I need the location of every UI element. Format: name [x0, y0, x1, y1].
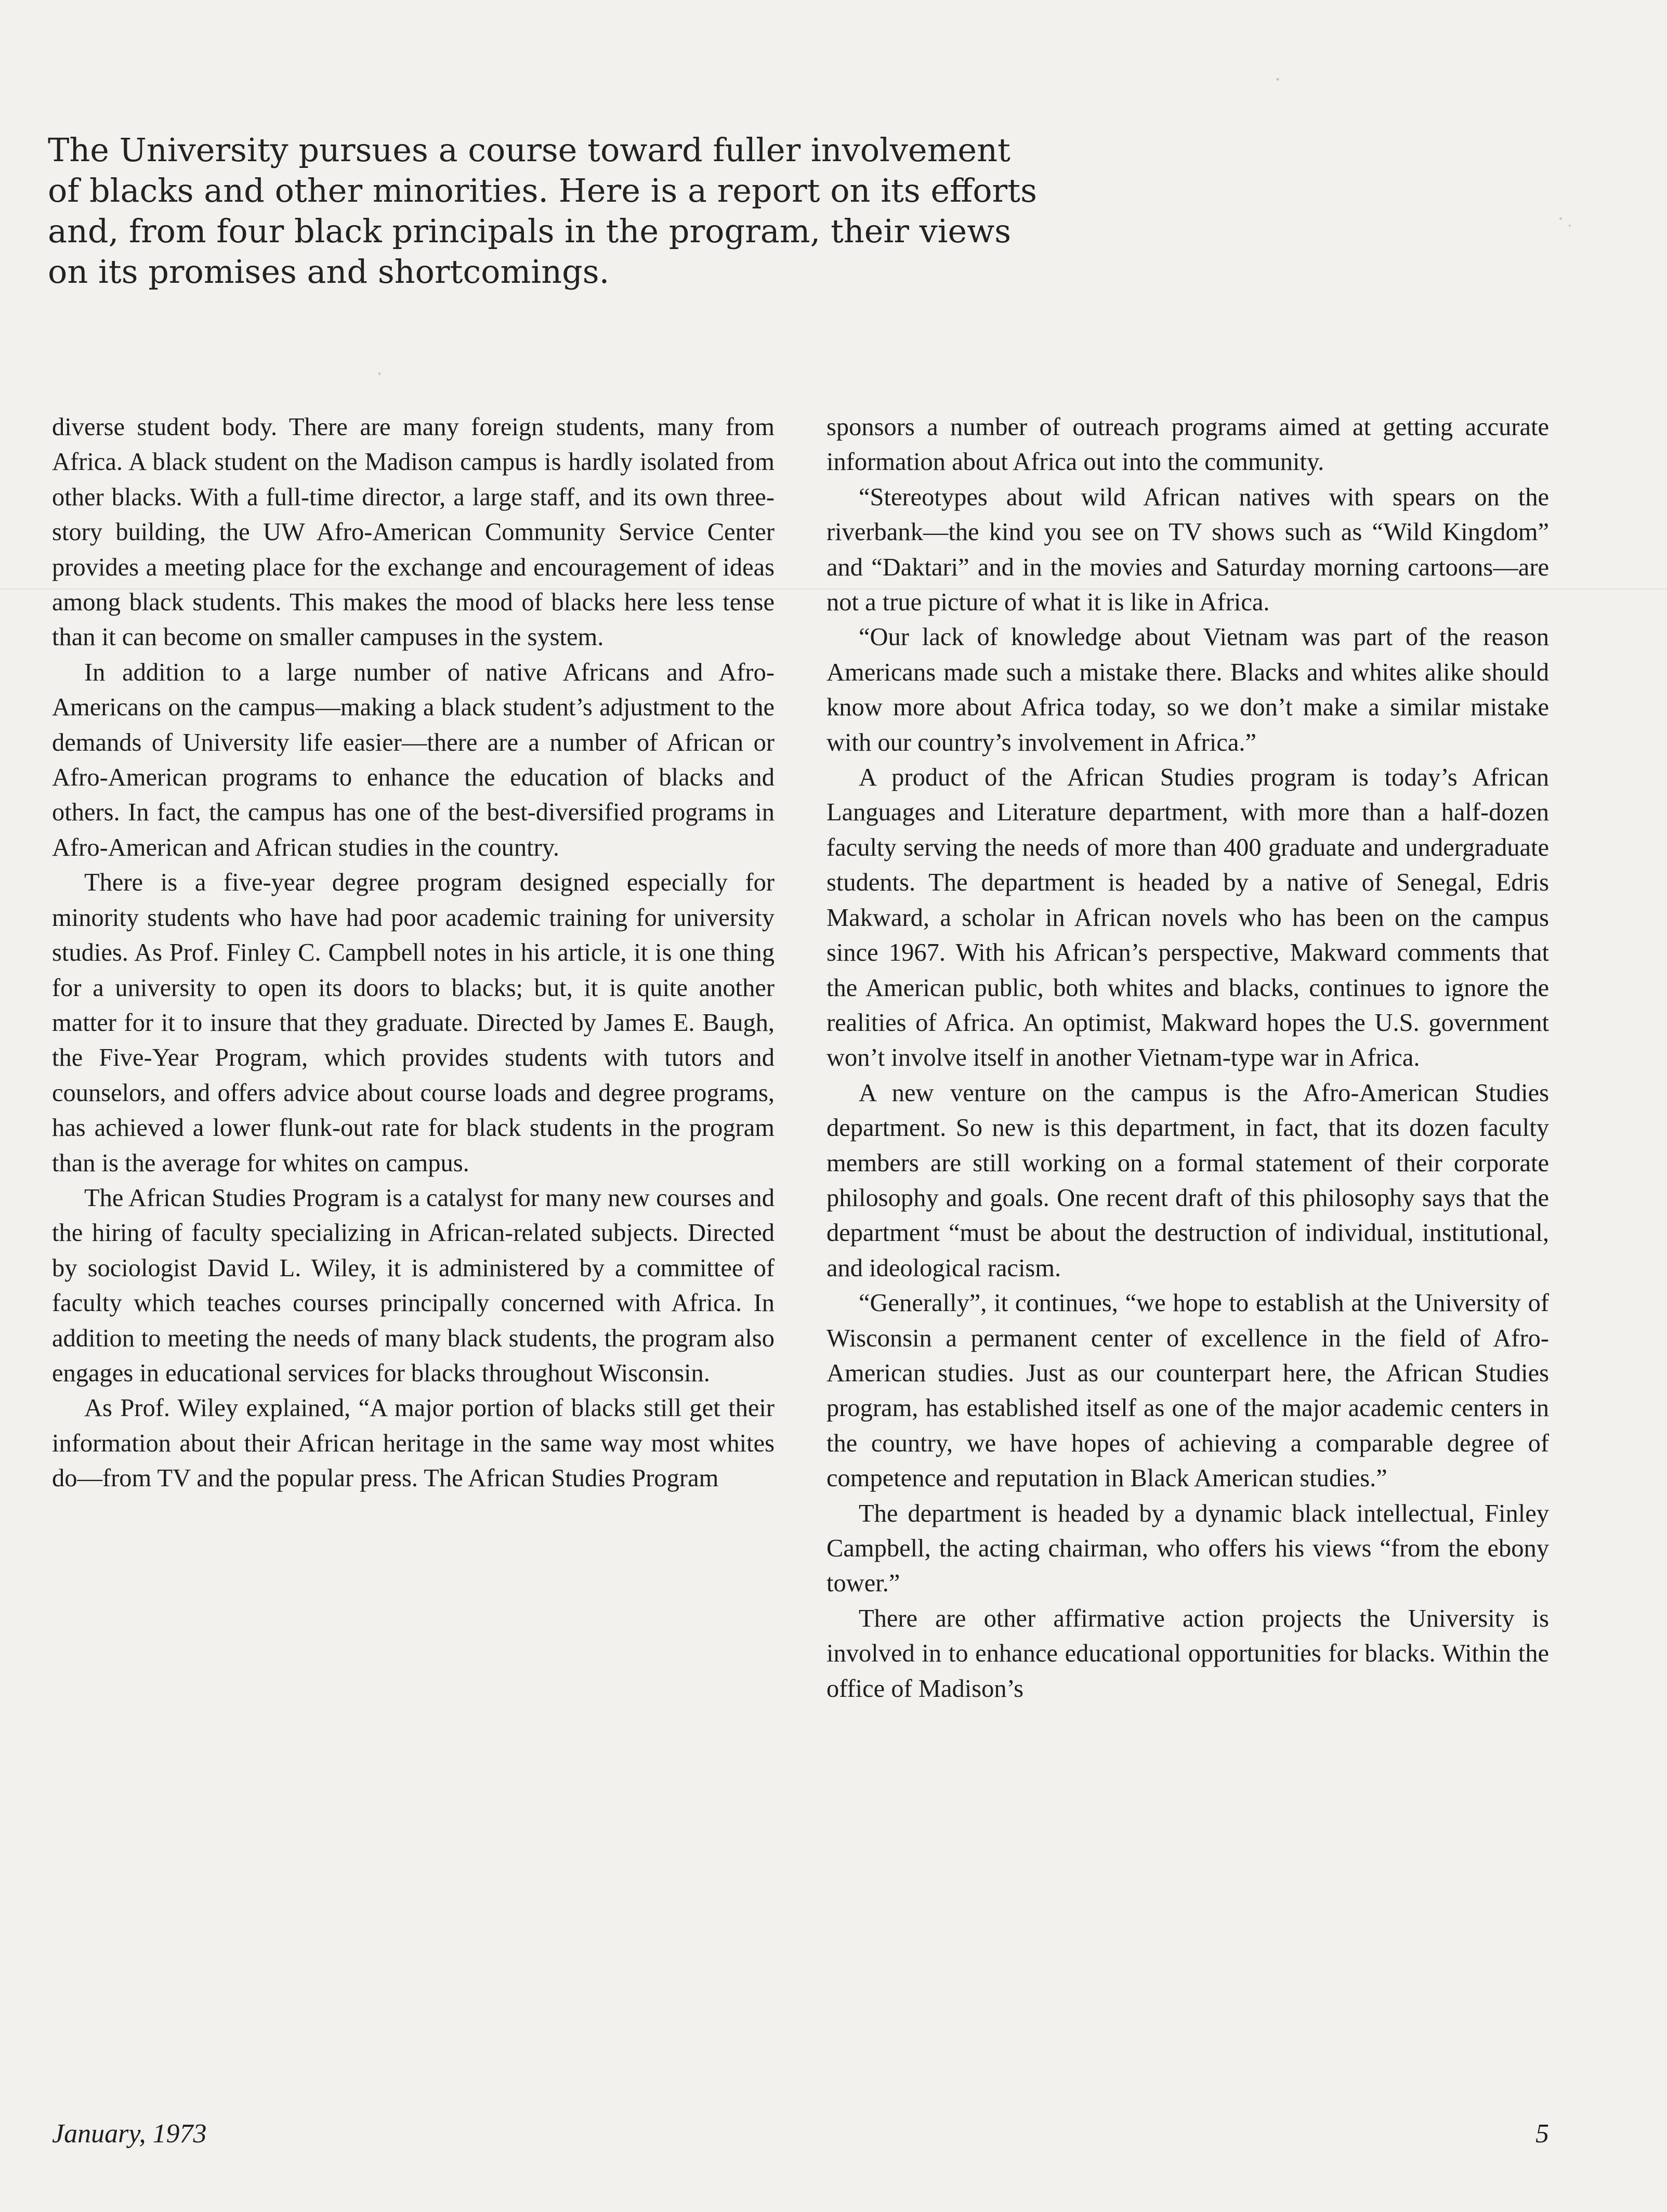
paragraph: There are other affirmative action projects the University is involved in to enhance educational opportunities for blacks. Within the office of Madison’s [826, 1604, 1549, 1703]
intro-deck: The University pursues a course toward fuller involvement of blacks and other minorities. Here is a report on its efforts and, from four black principals in the program, their views on its promises and shortcomings. [48, 131, 1037, 291]
paragraph: As Prof. Wiley explained, “A major portion of blacks still get their information about their African heritage in the same way most whites do—from TV and the popular press. The African Studies Program [52, 1394, 775, 1493]
paragraph: The department is headed by a dynamic black intellectual, Finley Campbell, the acting chairman, who offers his views “from the ebony tower.” [826, 1499, 1549, 1598]
paper-speck [378, 372, 380, 375]
paper-speck [1559, 217, 1562, 220]
paragraph: “Generally”, it continues, “we hope to establish at the University of Wisconsin a permanent center of excellence in the field of Afro-American studies. Just as our counterpart here, the African Studies program, has established itself as one of the major academic centers in the country, we have hopes of achieving a comparable degree of competence and reputation in Black American studies.” [826, 1289, 1549, 1493]
paragraph: diverse student body. There are many foreign students, many from Africa. A black student on the Madison campus is hardly isolated from other blacks. With a full-time director, a large staff, and its own three-story building, the UW Afro-American Community Service Center provides a meeting place for the exchange and encouragement of ideas among black students. This makes the mood of blacks here less tense than it can become on smaller campuses in the system. [52, 413, 775, 651]
right-column [826, 410, 1549, 1706]
paragraph: There is a five-year degree program designed especially for minority students who have had poor academic training for university studies. As Prof. Finley C. Campbell notes in his article, it is one thing for a university to open its doors to blacks; but, it is quite another matter for it to insure that they graduate. Directed by James E. Baugh, the Five-Year Program, which provides students with tutors and counselors, and offers advice about course loads and degree programs, has achieved a lower flunk-out rate for black students in the program than is the average for whites on campus. [52, 869, 775, 1177]
paragraph: “Stereotypes about wild African natives with spears on the riverbank—the kind you see on TV shows such as “Wild Kingdom” and “Daktari” and in the movies and Saturday morning cartoons—are not a true picture of what it is like in Africa. [826, 483, 1549, 617]
paper-speck [1569, 225, 1571, 227]
paragraph: The African Studies Program is a catalyst for many new courses and the hiring of faculty specializing in African-related subjects. Directed by sociologist David L. Wiley, it is administered by a committee of faculty which teaches courses principally concerned with Africa. In addition to meeting the needs of many black students, the program also engages in educational services for blacks throughout Wisconsin. [52, 1184, 775, 1387]
paragraph: “Our lack of knowledge about Vietnam was part of the reason Americans made such a mistake there. Blacks and whites alike should know more about Africa today, so we don’t make a similar mistake with our country’s involvement in Africa.” [826, 623, 1549, 756]
left-column [52, 410, 775, 1496]
page-number: 5 [1535, 2119, 1549, 2149]
paragraph: A new venture on the campus is the Afro-American Studies department. So new is this department, in fact, that its dozen faculty members are still working on a formal statement of their corporate philosophy and goals. One recent draft of this philosophy says that the department “must be about the destruction of individual, institutional, and ideological racism. [826, 1079, 1549, 1282]
paragraph: A product of the African Studies program is today’s African Languages and Literature department, with more than a half-dozen faculty serving the needs of more than 400 graduate and undergraduate students. The department is headed by a native of Senegal, Edris Makward, a scholar in African novels who has been on the campus since 1967. With his African’s perspective, Makward comments that the American public, both whites and blacks, continues to ignore the realities of Africa. An optimist, Makward hopes the U.S. government won’t involve itself in another Vietnam-type war in Africa. [826, 764, 1549, 1072]
issue-date: January, 1973 [52, 2119, 207, 2149]
paper-speck [1276, 78, 1279, 81]
paragraph: In addition to a large number of native Africans and Afro-Americans on the campus—making a black student’s adjustment to the demands of University life easier—there are a number of African or Afro-American programs to enhance the education of blacks and others. In fact, the campus has one of the best-diversified programs in Afro-American and African studies in the country. [52, 658, 775, 861]
paragraph: sponsors a number of outreach programs aimed at getting accurate information about Africa out into the community. [826, 413, 1549, 476]
